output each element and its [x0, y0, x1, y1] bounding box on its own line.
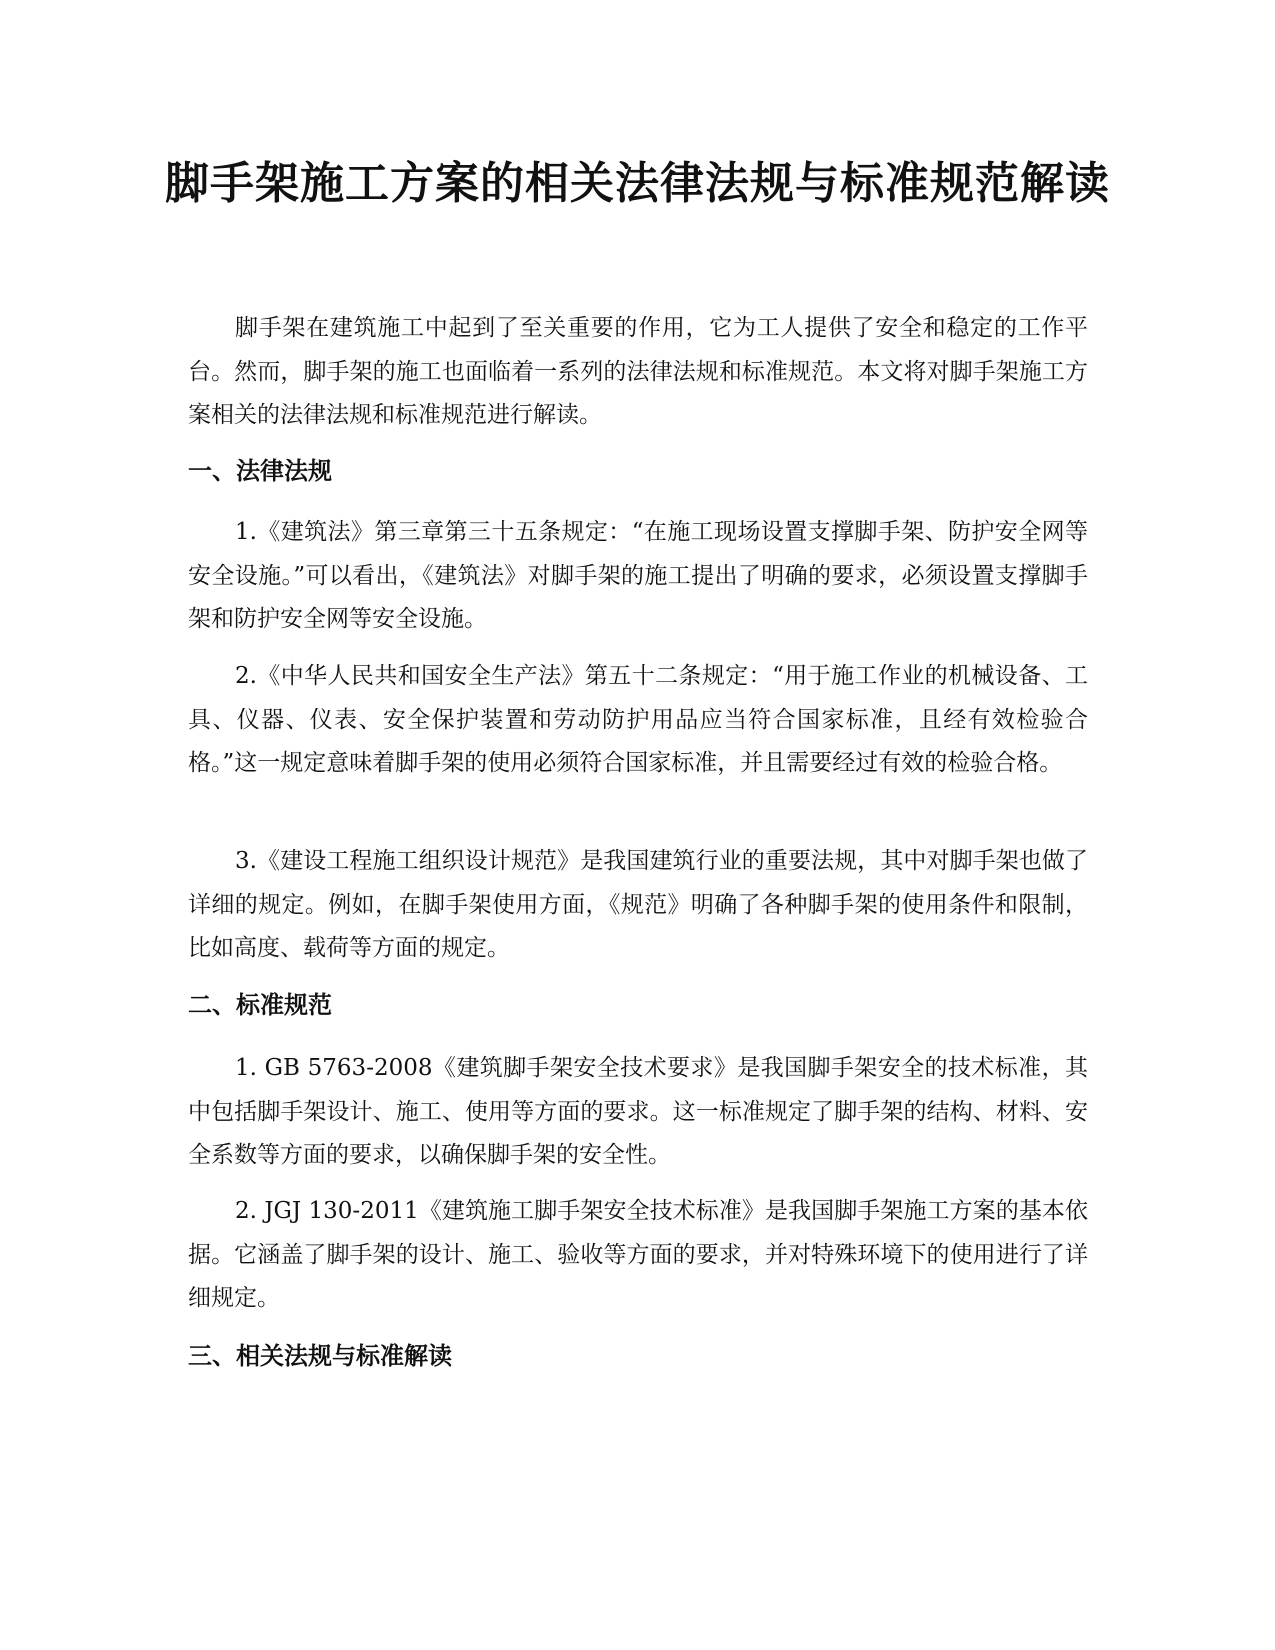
intro-paragraph: 脚手架在建筑施工中起到了至关重要的作用，它为工人提供了安全和稳定的工作平台。然而，脚手架的施工也面临着一系列的法律法规和标准规范。本文将对脚手架施工方案相关的法律法规和标准规范进行解读。 — [188, 315, 1088, 428]
section-heading-laws: 一、法律法规 — [188, 457, 332, 485]
law-item-3: 3.《建设工程施工组织设计规范》是我国建筑行业的重要法规，其中对脚手架也做了详细的规定。例如，在脚手架使用方面，《规范》明确了各种脚手架的使用条件和限制，比如高度、载荷等方面的规定。 — [188, 848, 1088, 961]
document-title: 脚手架施工方案的相关法律法规与标准规范解读 — [165, 158, 1110, 209]
standard-item-1: 1. GB 5763-2008《建筑脚手架安全技术要求》是我国脚手架安全的技术标准，其中包括脚手架设计、施工、使用等方面的要求。这一标准规定了脚手架的结构、材料、安全系数等方面的要求，以确保脚手架的安全性。 — [188, 1055, 1088, 1168]
section-heading-interpretation: 三、相关法规与标准解读 — [188, 1342, 452, 1370]
standard-item-2: 2. JGJ 130-2011《建筑施工脚手架安全技术标准》是我国脚手架施工方案的基本依据。它涵盖了脚手架的设计、施工、验收等方面的要求，并对特殊环境下的使用进行了详细规定。 — [188, 1198, 1088, 1311]
law-item-2: 2.《中华人民共和国安全生产法》第五十二条规定：“用于施工作业的机械设备、工具、仪器、仪表、安全保护装置和劳动防护用品应当符合国家标准，且经有效检验合格。”这一规定意味着脚手架的使用必须符合国家标准，并且需要经过有效的检验合格。 — [188, 663, 1088, 776]
section-heading-standards: 二、标准规范 — [188, 991, 332, 1019]
law-item-1: 1.《建筑法》第三章第三十五条规定：“在施工现场设置支撑脚手架、防护安全网等安全设施。”可以看出，《建筑法》对脚手架的施工提出了明确的要求，必须设置支撑脚手架和防护安全网等安全设施。 — [188, 519, 1088, 632]
